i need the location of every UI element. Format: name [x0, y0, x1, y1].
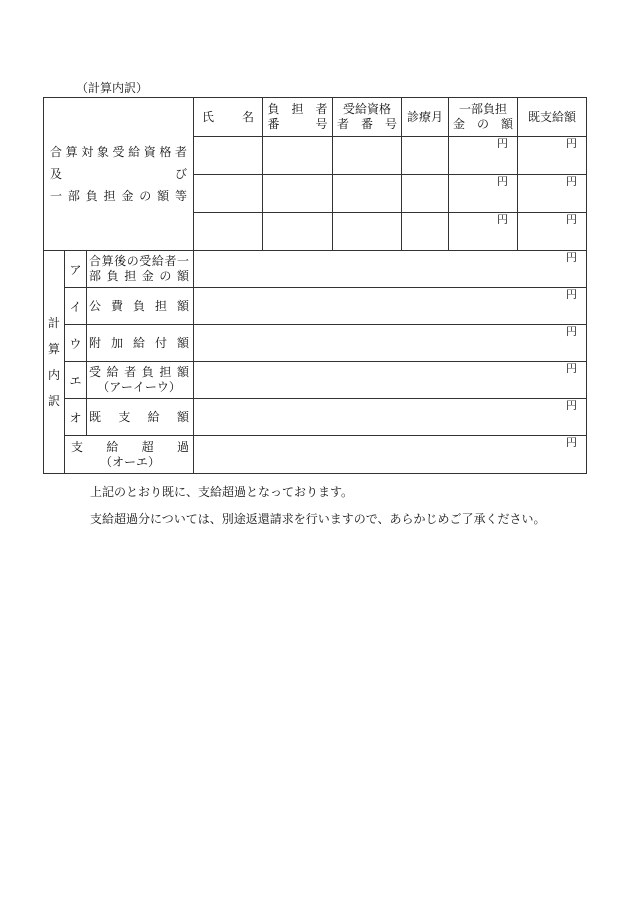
calc-row-a	[44, 251, 587, 288]
header-burden-number: 負 担 者 番 号	[263, 98, 333, 137]
paid-amount-cell[interactable]	[518, 137, 587, 175]
partial-burden-cell[interactable]	[449, 137, 518, 175]
header-name: 氏名	[194, 98, 263, 137]
calc-label-excess: 支 給 超 過 （オーエ）	[65, 436, 194, 474]
yen-unit: 円	[566, 175, 578, 188]
calc-value-cell[interactable]	[194, 251, 587, 288]
left-line-3: 一部負担金の額等	[50, 189, 188, 203]
month-cell[interactable]	[402, 213, 449, 251]
paid-amount-cell[interactable]	[518, 175, 587, 213]
calculation-table	[43, 97, 587, 474]
header-recipient-number: 受給資格 者 番 号	[333, 98, 402, 137]
calc-value-cell[interactable]	[194, 325, 587, 362]
calc-letter: イ	[65, 288, 87, 325]
yen-unit: 円	[566, 251, 578, 264]
name-cell[interactable]	[194, 175, 263, 213]
burden-number-cell[interactable]	[263, 175, 333, 213]
calc-row-e	[44, 362, 587, 399]
yen-unit: 円	[497, 175, 509, 188]
yen-unit: 円	[497, 137, 509, 150]
partial-burden-cell[interactable]	[449, 213, 518, 251]
calc-label: 公費負担額	[87, 288, 194, 325]
yen-unit: 円	[566, 436, 578, 449]
name-cell[interactable]	[194, 213, 263, 251]
calc-label: 受給者負担額 （アーイーウ）	[87, 362, 194, 399]
aggregation-target-label	[44, 98, 194, 251]
note-line-1: 上記のとおり既に、支給超過となっております。	[90, 485, 354, 499]
paid-amount-cell[interactable]	[518, 213, 587, 251]
name-cell[interactable]	[194, 137, 263, 175]
calc-value-cell[interactable]	[194, 288, 587, 325]
partial-burden-cell[interactable]	[449, 175, 518, 213]
note-line-2: 支給超過分については、別途返還請求を行いますので、あらかじめご了承ください。	[90, 512, 546, 526]
calc-value-cell[interactable]	[194, 362, 587, 399]
month-cell[interactable]	[402, 137, 449, 175]
yen-unit: 円	[566, 288, 578, 301]
yen-unit: 円	[566, 213, 578, 226]
header-treatment-month: 診療月	[402, 98, 449, 137]
left-line-2: 及 び	[50, 167, 188, 181]
calc-letter: ア	[65, 251, 87, 288]
header-paid-amount: 既支給額	[518, 98, 587, 137]
yen-unit: 円	[566, 137, 578, 150]
calc-label: 既支給額	[87, 399, 194, 436]
calc-row-excess	[44, 436, 587, 474]
calc-letter: エ	[65, 362, 87, 399]
recipient-number-cell[interactable]	[333, 137, 402, 175]
calc-letter: オ	[65, 399, 87, 436]
calc-label: 附加給付額	[87, 325, 194, 362]
yen-unit: 円	[566, 399, 578, 412]
calc-breakdown-vertical-label: 計 算 内 訳	[44, 251, 65, 474]
calc-letter: ウ	[65, 325, 87, 362]
calc-label: 合算後の受給者一 部負担金の額	[87, 251, 194, 288]
section-caption: （計算内訳）	[76, 81, 149, 95]
calc-value-cell[interactable]	[194, 436, 587, 474]
recipient-number-cell[interactable]	[333, 213, 402, 251]
burden-number-cell[interactable]	[263, 213, 333, 251]
calc-value-cell[interactable]	[194, 399, 587, 436]
left-line-1: 合算対象受給資格者	[50, 145, 188, 159]
yen-unit: 円	[566, 325, 578, 338]
yen-unit: 円	[566, 362, 578, 375]
recipient-number-cell[interactable]	[333, 175, 402, 213]
yen-unit: 円	[497, 213, 509, 226]
calc-row-o	[44, 399, 587, 436]
burden-number-cell[interactable]	[263, 137, 333, 175]
month-cell[interactable]	[402, 175, 449, 213]
header-partial-burden: 一部負担 金 の 額	[449, 98, 518, 137]
calc-row-i	[44, 288, 587, 325]
calc-row-u	[44, 325, 587, 362]
